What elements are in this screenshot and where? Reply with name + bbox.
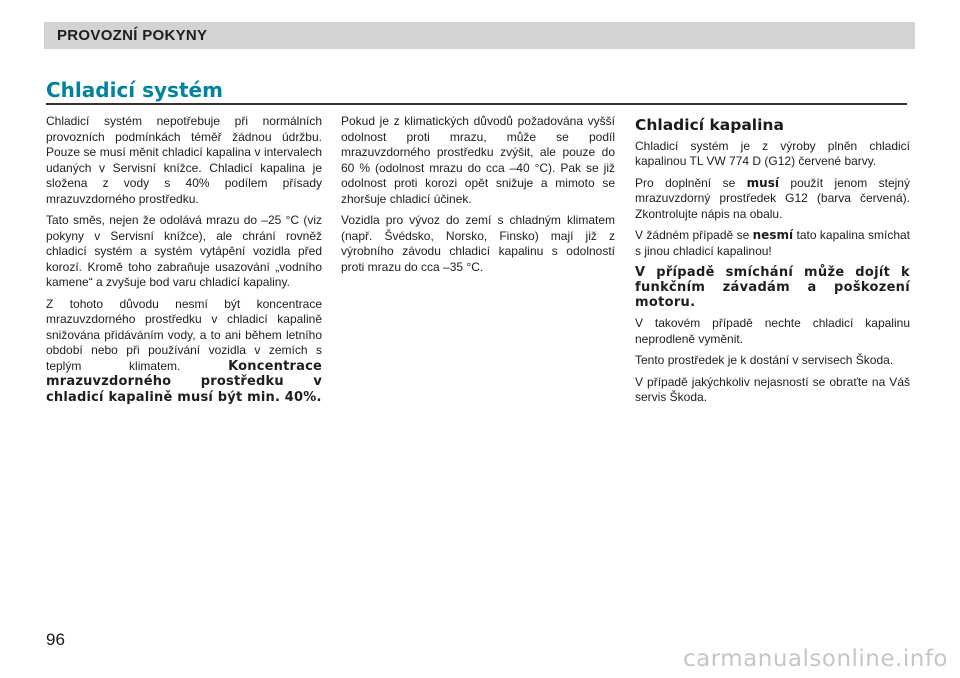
watermark-text: carmanualsonline.info	[682, 646, 948, 672]
paragraph: Chladicí systém nepotřebuje při normálních provozních podmínkách téměř žádnou údržbu. Pouze se musí měnit chladicí kapalina v intervalech udaných v Servisní knížce. Chladicí kapalina je složena z vody s 40% podílem přísady mrazuvzdorného prostředku.	[46, 114, 322, 206]
paragraph	[635, 176, 910, 223]
paragraph-text: Z tohoto důvodu nesmí být koncentrace mrazuvzdorného prostředku v chladicí kapalině snižována přidáváním vody, a to ani během letního období nebo při používání vozidla v zemích s teplým klimatem.	[46, 296, 322, 373]
text-column-1	[46, 114, 322, 411]
paragraph-text: V žádném případě se	[635, 228, 753, 242]
text-column-2	[341, 114, 615, 281]
concentration-note: Koncentrace mrazuvzdorného prostředku v chladicí kapalině musí být min. 40%.	[46, 358, 322, 405]
paragraph: Tento prostředek je k dostání v servisech Škoda.	[635, 353, 894, 367]
paragraph: Chladicí systém je z výroby plněn chladicí kapalinou TL VW 774 D (G12) červené barvy.	[635, 138, 910, 168]
text-column-3	[635, 118, 910, 412]
emphasis-must-not: nesmí	[752, 228, 794, 242]
paragraph-text: použít jenom stejný mrazuvzdorný prostředek G12 (barva červená). Zkontrolujte nápis na obalu.	[635, 175, 910, 221]
coolant-heading: Chladicí kapalina	[635, 116, 784, 134]
page-header-bar	[44, 22, 915, 49]
paragraph: Tato směs, nejen že odolává mrazu do –25 °C (viz pokyny v Servisní knížce), ale chrání rovněž chladicí systém a systém vytápění vozidla před korozí. Kromě toho zabraňuje usazování „vodního kamene“ a zvyšuje bod varu chladicí kapaliny.	[46, 213, 322, 289]
paragraph	[46, 297, 322, 406]
section-title: Chladicí systém	[46, 78, 223, 102]
title-divider	[46, 103, 907, 105]
engine-damage-warning: V případě smíchání může dojít k funkčním závadám a poškození motoru.	[635, 265, 910, 310]
paragraph: V případě jakýchkoliv nejasností se obraťte na Váš servis Škoda.	[635, 374, 910, 404]
paragraph: Pokud je z klimatických důvodů požadována vyšší odolnost proti mrazu, může se podíl mrazuvzdorného prostředku zvýšit, ale pouze do 60 % (odolnost mrazu do cca –40 °C). Pak se již odolnost proti korozi opět snižuje a mimoto se zhoršuje chladicí účinek.	[341, 114, 615, 206]
page-header-label: PROVOZNÍ POKYNY	[57, 27, 208, 44]
paragraph: V takovém případě nechte chladicí kapalinu neprodleně vyměnit.	[635, 316, 910, 346]
paragraph: Vozidla pro vývoz do zemí s chladným klimatem (např. Švédsko, Norsko, Finsko) mají již z výrobního závodu chladicí kapalinu s odolností proti mrazu do cca –35 °C.	[341, 213, 615, 274]
emphasis-must: musí	[746, 175, 779, 190]
paragraph	[635, 228, 910, 259]
paragraph-text: tato kapalina smíchat s jinou chladicí kapalinou!	[635, 228, 910, 258]
paragraph-text: Pro doplnění se	[635, 175, 747, 190]
page-number: 96	[46, 630, 65, 649]
